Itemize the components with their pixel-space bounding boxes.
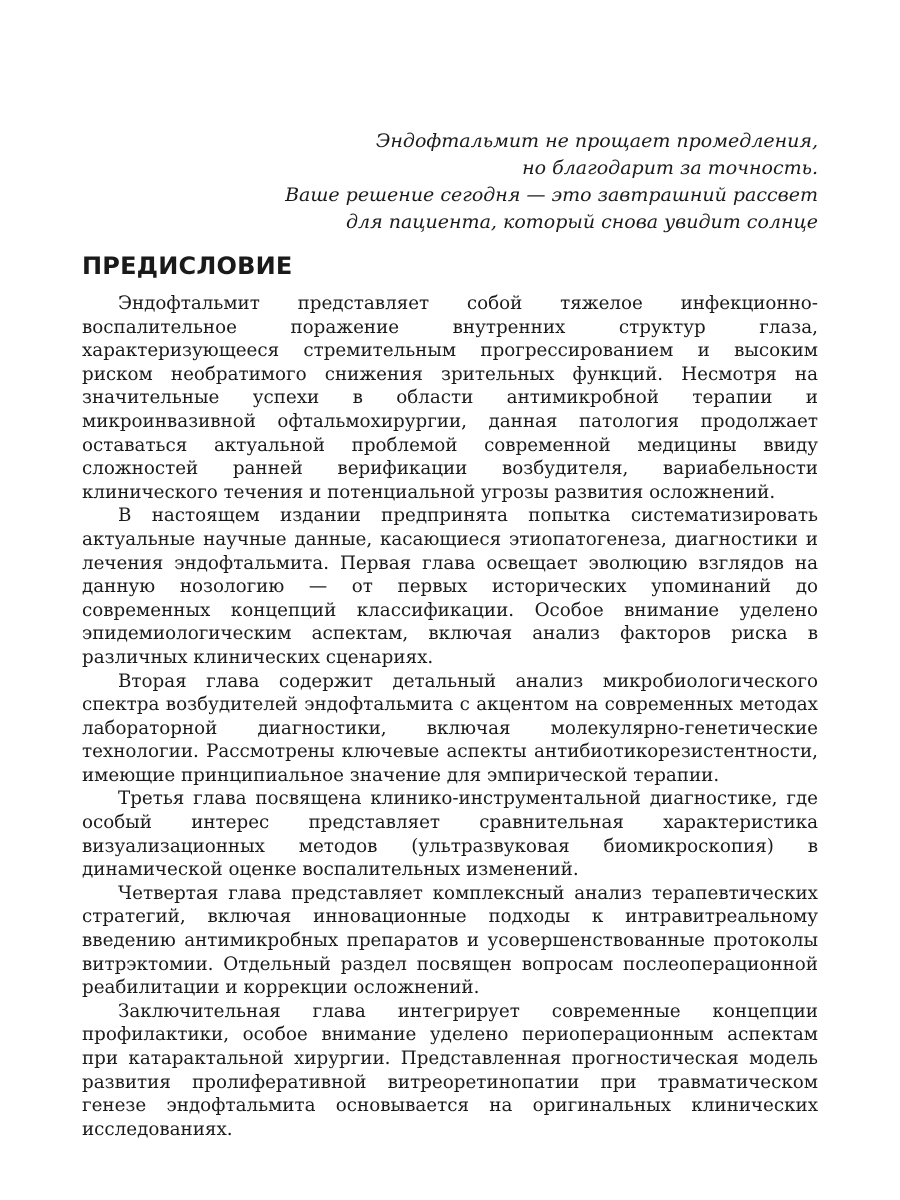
paragraph: Заключительная глава интегрирует современные концепции профилактики, особое внимание уделено периоперационным аспектам при катарактальной хирургии. Представленная прогностическая модель развития пролиферативной витреоретинопатии при травматическом генезе эндофтальмита основывается на оригинальных клинических исследованиях. [82,1000,818,1140]
paragraph: Эндофтальмит представляет собой тяжелое инфекционно-воспалительное поражение внутренних структур глаза, характеризующееся стремительным прогрессированием и высоким риском необратимого снижения зрительных функций. Несмотря на значительные успехи в области антимикробной терапии и микроинвазивной офтальмохирургии, данная патология продолжает оставаться актуальной проблемой современной медицины ввиду сложностей ранней верификации возбудителя, вариабельности клинического течения и потенциальной угрозы развития осложнений. [82,293,818,503]
epigraph-line: Ваше решение сегодня — это завтрашний рассвет [285,184,818,206]
epigraph-line: Эндофтальмит не прощает промедления, [375,130,818,152]
section-title: ПРЕДИСЛОВИЕ [82,252,293,280]
paragraph: Вторая глава содержит детальный анализ микробиологического спектра возбудителей эндофтальмита с акцентом на современных методах лабораторной диагностики, включая молекулярно-генетические технологии. Рассмотрены ключевые аспекты антибиотикорезистентности, имеющие принципиальное значение для эмпирической терапии. [82,670,818,786]
paragraph: Третья глава посвящена клинико-инструментальной диагностике, где особый интерес представляет сравнительная характеристика визуализационных методов (ультразвуковая биомикроскопия) в динамической оценке воспалительных изменений. [82,788,818,881]
epigraph-line: но благодарит за точность. [522,157,818,179]
epigraph [258,128,818,236]
paragraph: Четвертая глава представляет комплексный анализ терапевтических стратегий, включая инновационные подходы к интравитреальному введению антимикробных препаратов и усовершенствованные протоколы витрэктомии. Отдельный раздел посвящен вопросам послеоперационной реабилитации и коррекции осложнений. [82,882,818,999]
section-body [82,292,818,1141]
paragraph: В настоящем издании предпринята попытка систематизировать актуальные научные данные, касающиеся этиопатогенеза, диагностики и лечения эндофтальмита. Первая глава освещает эволюцию взглядов на данную нозологию — от первых исторических упоминаний до современных концепций классификации. Особое внимание уделено эпидемиологическим аспектам, включая анализ факторов риска в различных клинических сценариях. [82,505,818,668]
epigraph-line: для пациента, который снова увидит солнце [345,211,818,233]
